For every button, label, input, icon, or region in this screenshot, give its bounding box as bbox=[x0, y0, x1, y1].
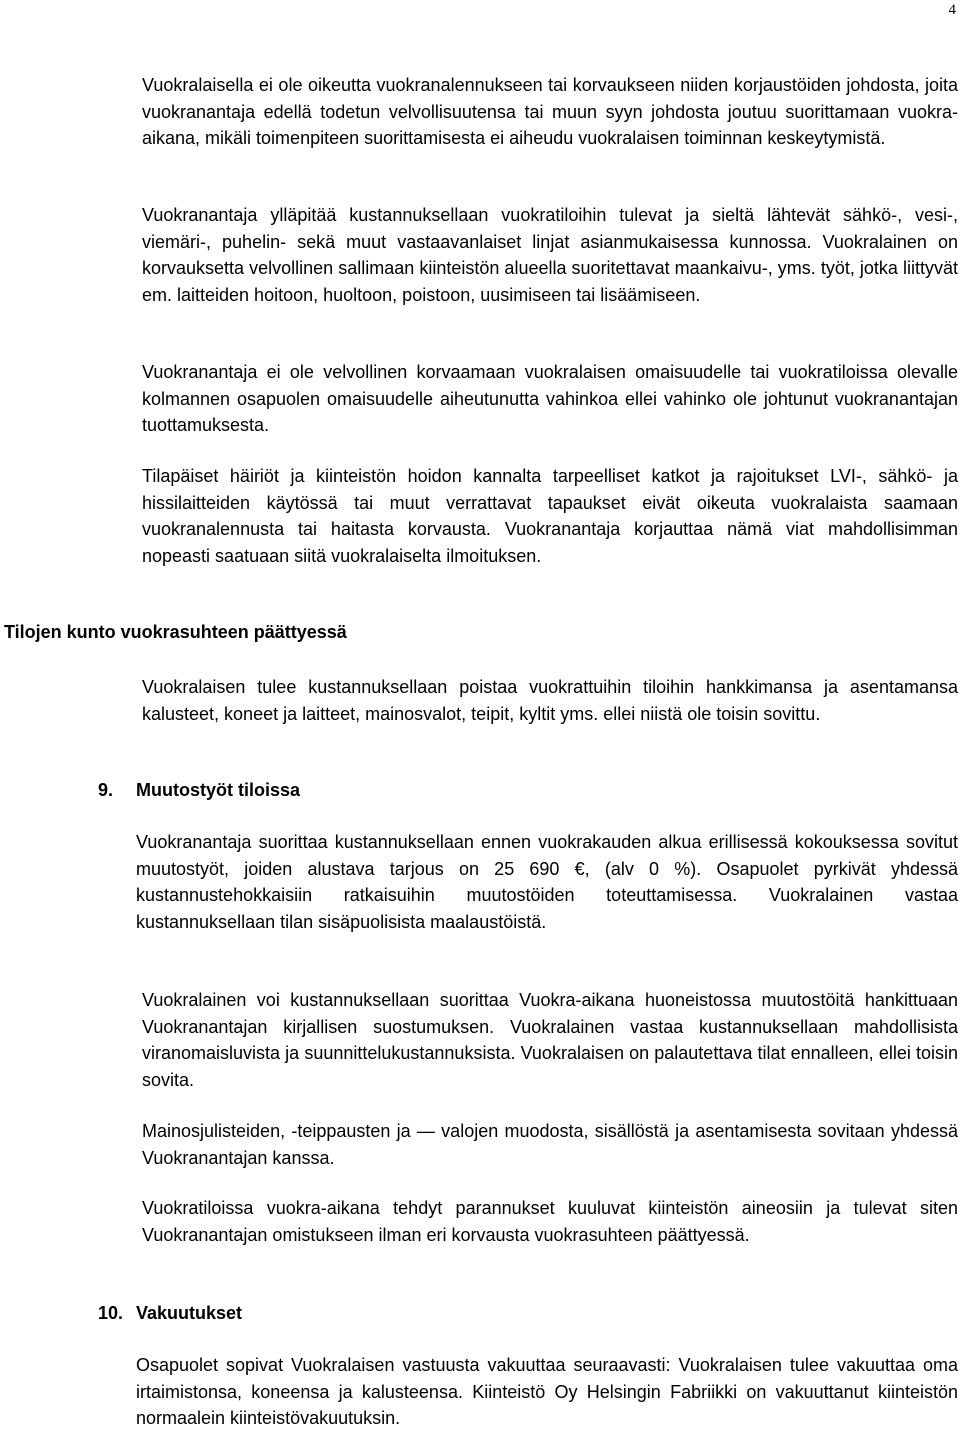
paragraph-improvements: Vuokratiloissa vuokra-aikana tehdyt parannukset kuuluvat kiinteistön aineosiin ja tulevat siten Vuokranantajan omistukseen ilman eri korvausta vuokrasuhteen päättyessä. bbox=[142, 1198, 958, 1245]
paragraph-removal-of-fixtures: Vuokralaisen tulee kustannuksellaan poistaa vuokrattuihin tiloihin hankkimansa ja asentamansa kalusteet, koneet ja laitteet, mainosvalot, teipit, kyltit yms. ellei niistä ole toisin sovittu. bbox=[142, 677, 958, 724]
paragraph-tenant-alterations: Vuokralainen voi kustannuksellaan suorittaa Vuokra-aikana huoneistossa muutostöitä hankittuaan Vuokranantajan kirjallisen suostumuksen. Vuokralainen vastaa kustannuksellaan mahdollisista viranomaisluvista ja suunnittelukustannuksista. Vuokralaisen on palautettava tilat ennalleen, ellei toisin sovita. bbox=[142, 990, 958, 1090]
section-number: 9. bbox=[98, 780, 114, 800]
paragraph-rent-reduction: Vuokralaisella ei ole oikeutta vuokranalennukseen tai korvaukseen niiden korjaustöiden johdosta, joita vuokranantaja edellä todetun velvollisuutensa tai muun syyn johdosta joutuu suorittamaan vuokra-aikana, mikäli toimenpiteen suorittamisesta ei aiheudu vuokralaisen toiminnan keskeytymistä. bbox=[142, 75, 958, 148]
paragraph-alteration-works: Vuokranantaja suorittaa kustannuksellaan ennen vuokrakauden alkua erillisessä kokouksessa sovitut muutostyöt, joiden alustava tarjous on 25 690 €, (alv 0 %). Osapuolet pyrkivät yhdessä kustannustehokkaisiin ratkaisuihin muutostöiden toteuttamisessa. Vuokralainen vastaa kustannuksellaan tilan sisäpuolisista maalaustöistä. bbox=[136, 832, 958, 932]
section-number: 10. bbox=[98, 1303, 124, 1323]
paragraph-signage: Mainosjulisteiden, -teippausten ja — valojen muodosta, sisällöstä ja asentamisesta sovitaan yhdessä Vuokranantajan kanssa. bbox=[142, 1121, 958, 1168]
heading-section-10 bbox=[98, 1300, 242, 1326]
section-title: Vakuutukset bbox=[136, 1303, 243, 1323]
paragraph-temporary-disruptions: Tilapäiset häiriöt ja kiinteistön hoidon kannalta tarpeelliset katkot ja rajoitukset LVI-, sähkö- ja hissilaitteiden käytössä tai muut verrattavat tapaukset eivät oikeuta vuokralaista saamaan vuokranalennusta tai haitasta korvausta. Vuokranantaja korjauttaa nämä viat mahdollisimman nopeasti saatuaan siitä vuokralaiselta ilmoituksen. bbox=[142, 466, 958, 566]
paragraph-insurance: Osapuolet sopivat Vuokralaisen vastuusta vakuuttaa seuraavasti: Vuokralaisen tulee vakuuttaa oma irtaimistonsa, koneensa ja kalusteensa. Kiinteistö Oy Helsingin Fabriikki on vakuuttanut kiinteistön normaalein kiinteistövakuutuksin. bbox=[136, 1355, 958, 1428]
page-number: 4 bbox=[948, 2, 956, 18]
paragraph-property-damage: Vuokranantaja ei ole velvollinen korvaamaan vuokralaisen omaisuudelle tai vuokratiloissa olevalle kolmannen osapuolen omaisuudelle aiheutunutta vahinkoa ellei vahinko ole johtunut vuokranantajan tuottamuksesta. bbox=[142, 362, 958, 435]
section-title: Muutostyöt tiloissa bbox=[136, 780, 301, 800]
heading-premises-condition: Tilojen kunto vuokrasuhteen päättyessä bbox=[4, 622, 347, 642]
heading-section-9 bbox=[98, 777, 300, 803]
paragraph-utility-lines: Vuokranantaja ylläpitää kustannuksellaan vuokratiloihin tulevat ja sieltä lähtevät sähkö-, vesi-, viemäri-, puhelin- sekä muut vastaavanlaiset linjat asianmukaisessa kunnossa. Vuokralainen on korvauksetta velvollinen sallimaan kiinteistön alueella suoritettavat maankaivu-, yms. työt, jotka liittyvät em. laitteiden hoitoon, huoltoon, poistoon, uusimiseen tai lisäämiseen. bbox=[142, 205, 958, 305]
